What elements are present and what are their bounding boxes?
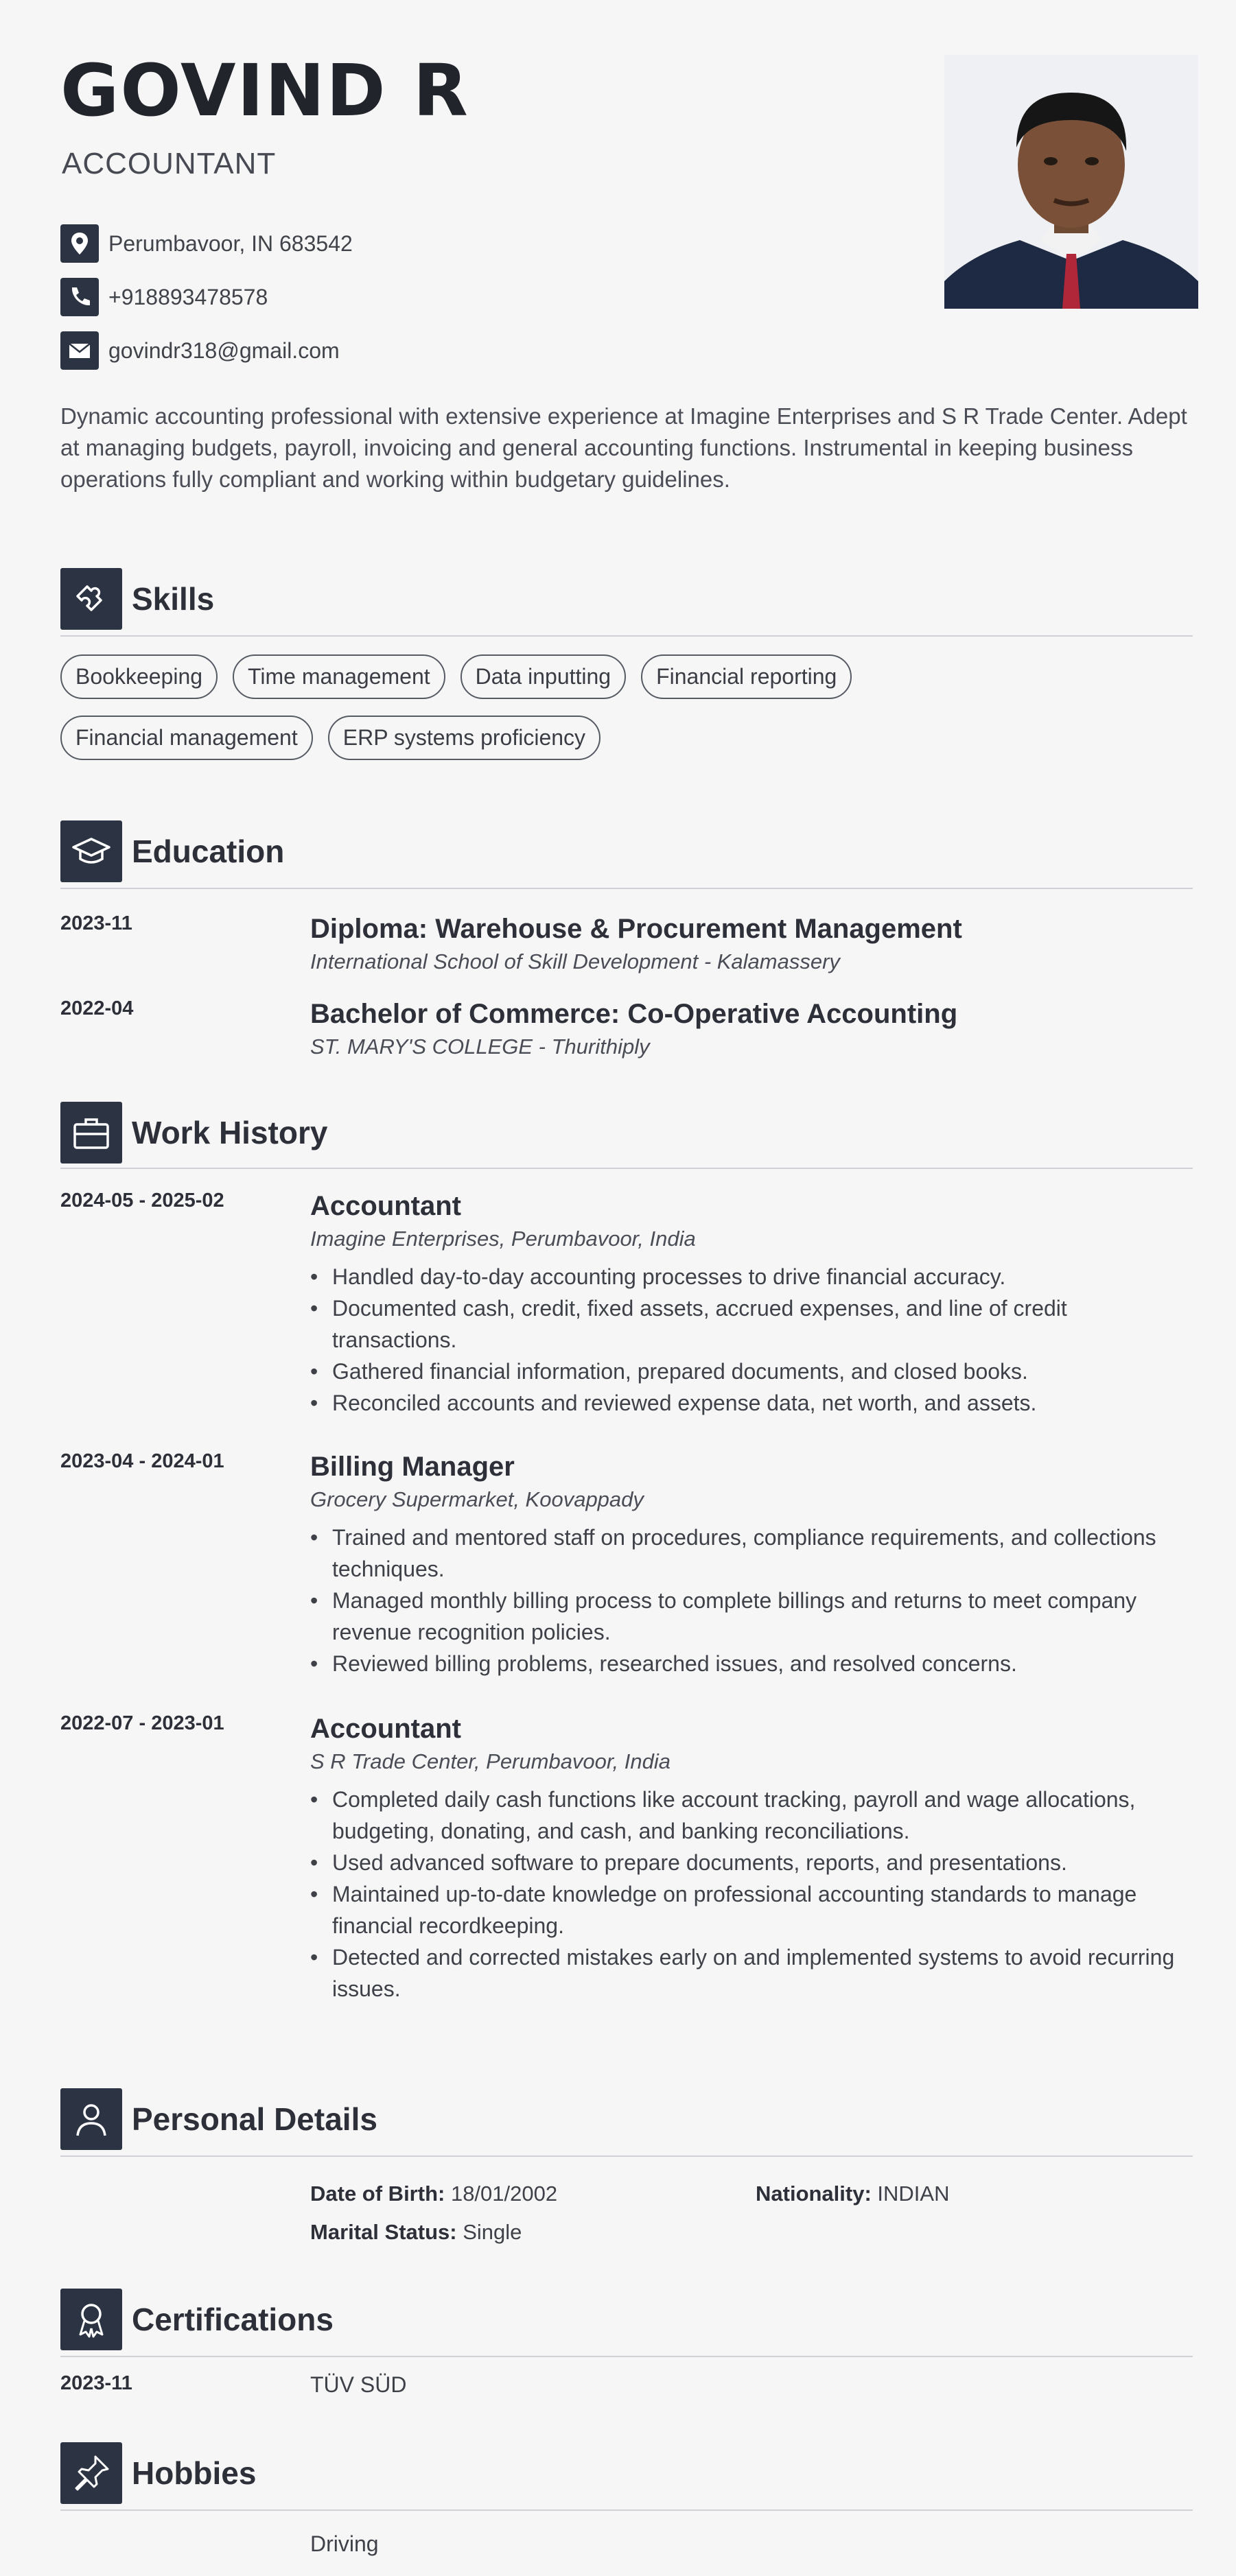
pin-icon (60, 2442, 122, 2504)
location-pin-icon (60, 224, 99, 263)
work-bullets (310, 1784, 1193, 2005)
skills-divider (60, 635, 1193, 637)
certification-name: TÜV SÜD (310, 2372, 407, 2397)
location-text: Perumbavoor, IN 683542 (108, 231, 353, 256)
work-company: Imagine Enterprises, Perumbavoor, India (310, 1227, 696, 1251)
personal-details-heading: Personal Details (60, 2088, 377, 2150)
work-bullet: • Handled day-to-day accounting processes to drive financial accuracy. (310, 1261, 1193, 1292)
work-bullet: • Completed daily cash functions like account tracking, payroll and wage allocations, budgeting, donating, and cash, and banking reconciliations. (310, 1784, 1193, 1847)
education-date: 2022-04 (60, 997, 134, 1019)
education-degree: Bachelor of Commerce: Co-Operative Accounting (310, 999, 958, 1029)
skills-heading: Skills (60, 568, 214, 630)
work-bullets (310, 1522, 1193, 1679)
work-date: 2023-04 - 2024-01 (60, 1450, 224, 1472)
education-heading: Education (60, 820, 284, 882)
hobby-item: Driving (310, 2531, 379, 2556)
email-text[interactable]: govindr318@gmail.com (108, 338, 340, 363)
work-bullet: • Trained and mentored staff on procedures, compliance requirements, and collections techniques. (310, 1522, 1193, 1585)
briefcase-icon (60, 1102, 122, 1163)
marital-status: Marital Status: Single (310, 2220, 522, 2244)
work-history-heading: Work History (60, 1102, 327, 1163)
work-history-divider (60, 1168, 1193, 1169)
phone-icon (60, 278, 99, 316)
graduation-cap-icon (60, 820, 122, 882)
skill-pill: Time management (233, 654, 445, 699)
work-company: Grocery Supermarket, Koovappady (310, 1487, 644, 1511)
skill-pill: Financial reporting (641, 654, 852, 699)
work-bullet: • Documented cash, credit, fixed assets, accrued expenses, and line of credit transactions. (310, 1292, 1193, 1356)
skills-list (60, 654, 1193, 777)
person-icon (60, 2088, 122, 2150)
work-company: S R Trade Center, Perumbavoor, India (310, 1749, 671, 1773)
work-title: Billing Manager (310, 1452, 515, 1482)
work-date: 2022-07 - 2023-01 (60, 1712, 224, 1734)
certifications-heading: Certifications (60, 2289, 334, 2350)
contact-location (60, 217, 353, 270)
nationality: Nationality: INDIAN (756, 2182, 950, 2206)
education-school: International School of Skill Development - Kalamassery (310, 949, 840, 973)
award-ribbon-icon (60, 2289, 122, 2350)
work-bullet: • Gathered financial information, prepared documents, and closed books. (310, 1356, 1193, 1387)
education-divider (60, 888, 1193, 889)
date-of-birth: Date of Birth: 18/01/2002 (310, 2182, 558, 2206)
work-title: Accountant (310, 1714, 461, 1744)
work-bullet: • Used advanced software to prepare documents, reports, and presentations. (310, 1847, 1193, 1878)
profile-photo (944, 55, 1198, 309)
education-school: ST. MARY'S COLLEGE - Thurithiply (310, 1035, 650, 1059)
work-bullet: • Reconciled accounts and reviewed expense data, net worth, and assets. (310, 1387, 1193, 1419)
skill-pill: Data inputting (460, 654, 626, 699)
skill-pill: Financial management (60, 716, 313, 760)
phone-text[interactable]: +918893478578 (108, 284, 268, 309)
puzzle-icon (60, 568, 122, 630)
hobbies-divider (60, 2509, 1193, 2511)
professional-summary: Dynamic accounting professional with extensive experience at Imagine Enterprises and S R Trade Center. Adept at managing budgets, payroll, invoicing and general accounting functions. Instrumental in keeping business operations fully compliant and working within budgetary guidelines. (60, 403, 1187, 492)
work-date: 2024-05 - 2025-02 (60, 1190, 224, 1212)
hobbies-heading: Hobbies (60, 2442, 256, 2504)
envelope-icon (60, 331, 99, 370)
contact-info (60, 217, 353, 377)
work-bullet: • Maintained up-to-date knowledge on professional accounting standards to manage financial recordkeeping. (310, 1878, 1193, 1941)
skill-pill: ERP systems proficiency (328, 716, 600, 760)
certifications-divider (60, 2356, 1193, 2357)
work-title: Accountant (310, 1191, 461, 1221)
skill-pill: Bookkeeping (60, 654, 218, 699)
work-bullet: • Managed monthly billing process to complete billings and returns to meet company revenue recognition policies. (310, 1585, 1193, 1648)
work-bullet: • Reviewed billing problems, researched issues, and resolved concerns. (310, 1648, 1193, 1679)
work-bullets (310, 1261, 1193, 1419)
job-title: ACCOUNTANT (62, 147, 277, 180)
candidate-name: GOVIND R (60, 49, 469, 132)
certification-date: 2023-11 (60, 2372, 132, 2394)
personal-details-divider (60, 2155, 1193, 2157)
education-degree: Diploma: Warehouse & Procurement Management (310, 914, 962, 944)
contact-email (60, 324, 353, 377)
education-date: 2023-11 (60, 912, 132, 934)
contact-phone (60, 270, 353, 324)
work-bullet: • Detected and corrected mistakes early on and implemented systems to avoid recurring issues. (310, 1941, 1193, 2005)
